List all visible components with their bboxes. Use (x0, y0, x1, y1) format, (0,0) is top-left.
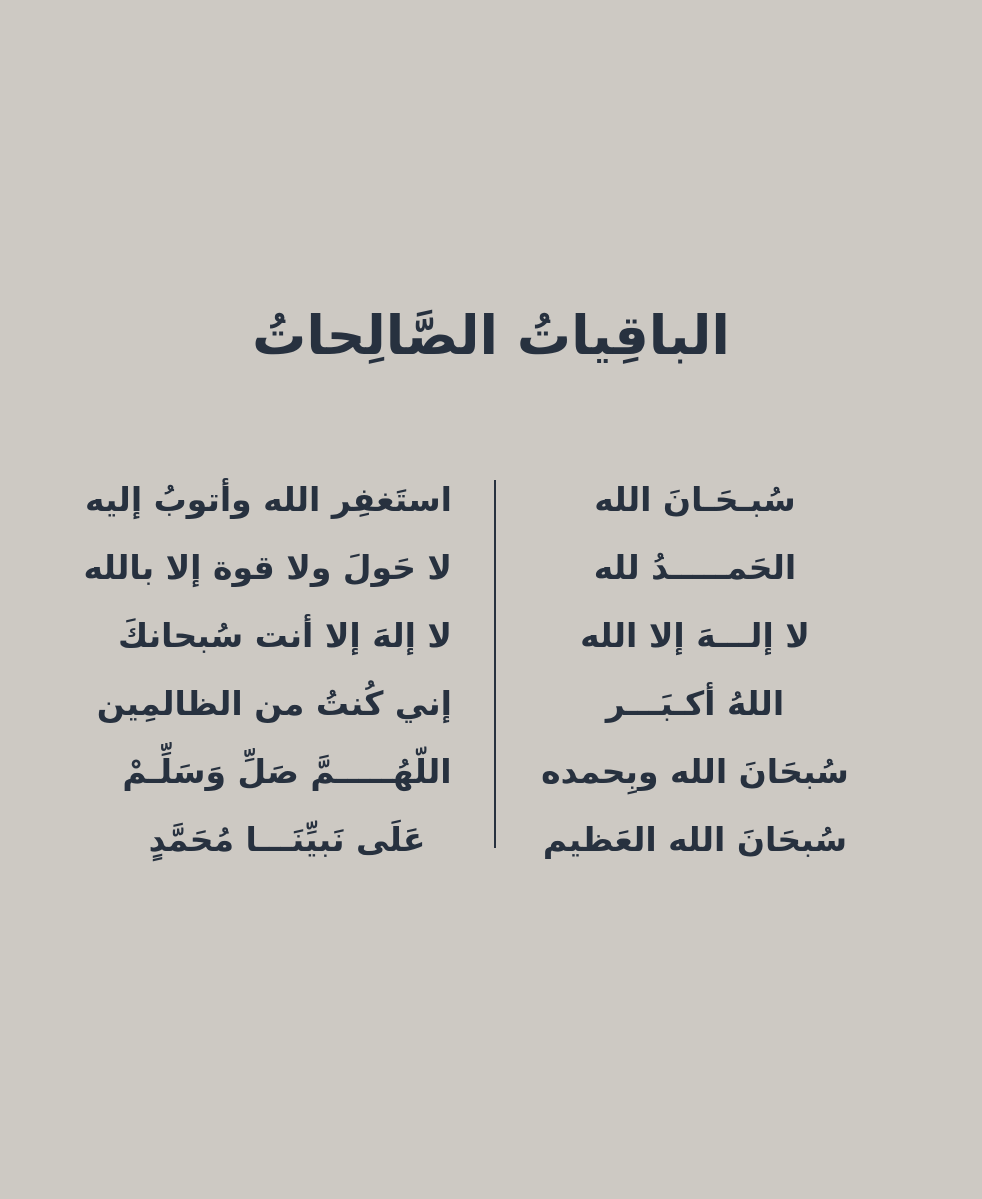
dhikr-line: اللهُ أكـبَـــر (605, 684, 785, 723)
dhikr-line: عَلَى نَبيِّنَـــا مُحَمَّدٍ (148, 820, 426, 859)
dhikr-line: إني كُنتُ من الظالمِين (96, 684, 452, 723)
left-column (83, 466, 452, 874)
dhikr-line: لا حَولَ ولا قوة إلا بالله (83, 548, 452, 587)
dhikr-line: الحَمـــــدُ لله (593, 548, 797, 587)
right-column (530, 466, 860, 874)
dhikr-line: اللّهُـــــمَّ صَلِّ وَسَلِّـمْ (122, 752, 452, 791)
dhikr-line: لا إلـــهَ إلا الله (580, 616, 810, 655)
dhikr-line: استَغفِر الله وأتوبُ إليه (84, 480, 452, 519)
dhikr-line: سُبحَانَ الله العَظيم (542, 820, 848, 859)
dhikr-line: سُبـحَـانَ الله (594, 480, 796, 519)
page-title: الباقِياتُ الصَّالِحاتُ (252, 304, 730, 367)
dhikr-line: لا إلهَ إلا أنت سُبحانكَ (118, 616, 452, 655)
dhikr-line: سُبحَانَ الله وبِحمده (541, 752, 849, 791)
column-divider (494, 480, 496, 848)
